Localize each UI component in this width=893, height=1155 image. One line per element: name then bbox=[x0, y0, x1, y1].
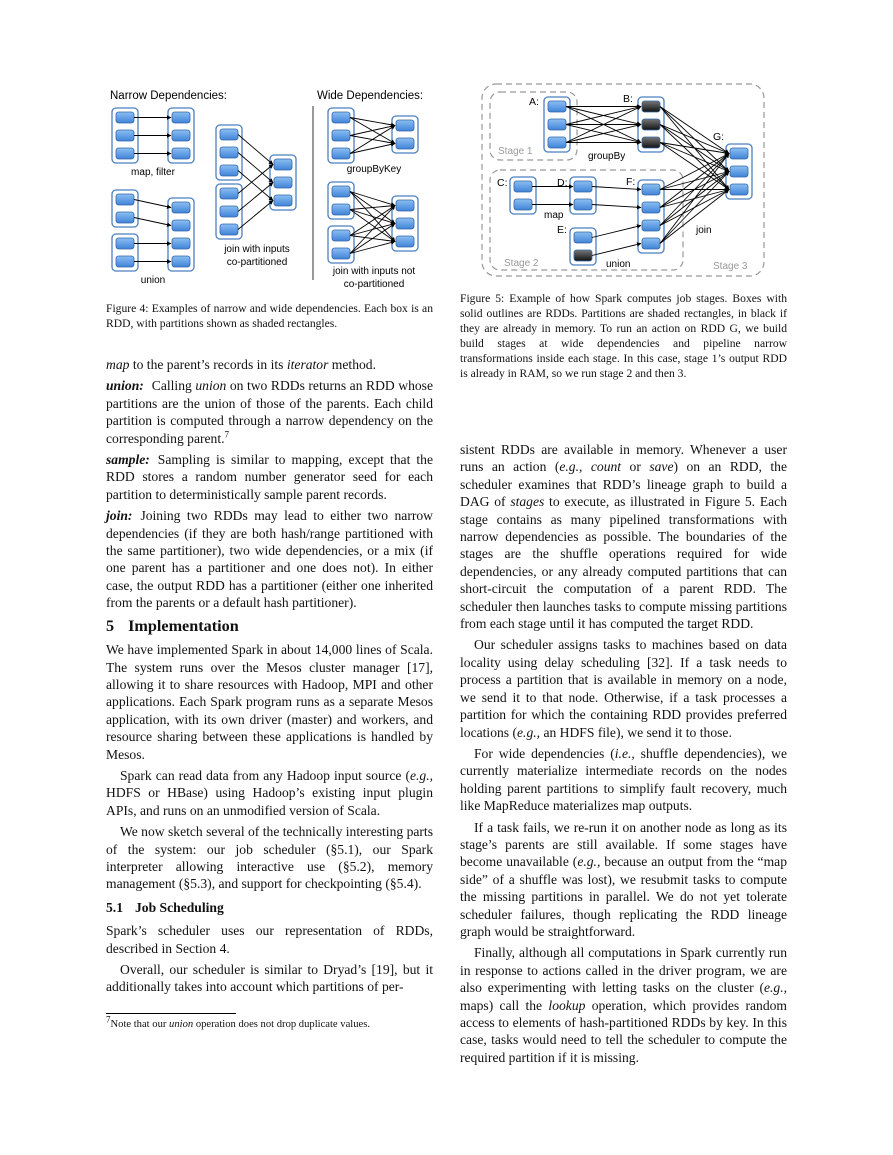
figure4-diagram bbox=[100, 80, 440, 295]
dependency-arrow bbox=[660, 154, 729, 244]
wide-dependencies-title: Wide Dependencies: bbox=[317, 90, 424, 102]
impl-paragraph-2 bbox=[106, 767, 433, 819]
dependency-arrow bbox=[350, 206, 395, 236]
label-join-notcopart-1: join with inputs not bbox=[332, 266, 416, 277]
text: save bbox=[649, 459, 674, 475]
partition bbox=[642, 238, 660, 249]
text: method. bbox=[328, 357, 376, 372]
footnote bbox=[106, 1014, 433, 1031]
dependency-arrow bbox=[238, 165, 273, 194]
partition bbox=[574, 181, 592, 192]
partition bbox=[172, 238, 190, 249]
partition bbox=[642, 202, 660, 213]
text: For wide dependencies ( bbox=[474, 745, 615, 761]
partition bbox=[574, 250, 592, 261]
label-f: F: bbox=[626, 176, 636, 188]
partition bbox=[548, 101, 566, 112]
figure5-caption: Figure 5: Example of how Spark computes job stages. Boxes with solid outlines are RDDs. Partitions are shaded rectangles, in black if they are already in memory. To run an action on RDD G, we build build stages at wide dependencies and pipeline narrow transformations inside each stage. In this case, stage 1’s output RDD is already in RAM, so we run stage 2 and then 3. bbox=[460, 292, 787, 380]
dependency-arrow bbox=[350, 144, 395, 154]
section-number: 5.1 bbox=[106, 899, 123, 915]
partition bbox=[116, 148, 134, 159]
text: i.e., bbox=[614, 745, 635, 761]
dependency-arrow bbox=[350, 224, 395, 254]
partition bbox=[396, 138, 414, 149]
text: on two RDDs returns an RDD whose partitions are the union of those of the parents. Each child partition is computed through a narrow dependency on the corresponding parent. bbox=[106, 378, 433, 446]
dependency-arrow bbox=[350, 242, 395, 254]
sched-paragraph-1: Spark’s scheduler uses our representation of RDDs, described in Section 4. bbox=[106, 923, 433, 956]
text: stages bbox=[510, 494, 545, 510]
dependency-arrow bbox=[350, 210, 395, 224]
text: union bbox=[195, 378, 227, 394]
partition bbox=[548, 137, 566, 148]
partition bbox=[220, 206, 238, 217]
label-e: E: bbox=[557, 224, 567, 236]
dependency-arrow bbox=[238, 135, 273, 165]
partition bbox=[172, 112, 190, 123]
dependency-arrow bbox=[350, 206, 395, 254]
dependency-arrow bbox=[350, 206, 395, 210]
text: because an output from the “map side” of a shuffle was lost), we resubmit tasks to compute the missing partitions in parallel. We do not yet tolerate scheduler failures, though replicating the RDD lineage graph would be straightforward. bbox=[460, 854, 787, 939]
partition bbox=[548, 119, 566, 130]
partition bbox=[332, 130, 350, 141]
partition bbox=[642, 101, 660, 112]
label-union: union bbox=[140, 275, 166, 286]
text: e.g., bbox=[559, 459, 583, 475]
footnote-mark: 7 bbox=[224, 429, 230, 440]
right-paragraph-5 bbox=[460, 944, 787, 1066]
partition bbox=[116, 256, 134, 267]
narrow-dependencies-title: Narrow Dependencies: bbox=[110, 90, 227, 102]
text: e.g., bbox=[517, 724, 541, 740]
text: to the parent’s records in its bbox=[129, 357, 287, 372]
partition bbox=[116, 194, 134, 205]
partition bbox=[172, 202, 190, 213]
text: an HDFS file), we send it to those. bbox=[540, 724, 732, 740]
text: Spark can read data from any Hadoop input source ( bbox=[120, 767, 410, 783]
dependency-arrow bbox=[350, 126, 395, 136]
partition bbox=[332, 148, 350, 159]
impl-paragraph-3: We now sketch several of the technically interesting parts of the system: our job scheduler (§5.1), our Spark interpreter allowing interactive use (§5.2), memory management (§5.3), and support for checkpointing (§5.4). bbox=[106, 824, 433, 892]
label-map: map bbox=[544, 210, 564, 221]
partition bbox=[332, 230, 350, 241]
dependency-arrow bbox=[660, 190, 729, 244]
partition bbox=[172, 130, 190, 141]
text: e.g., bbox=[577, 854, 601, 870]
partition bbox=[116, 112, 134, 123]
label-join: join bbox=[696, 225, 712, 236]
section-5-1-heading bbox=[106, 899, 433, 916]
partition bbox=[274, 177, 292, 188]
partition bbox=[172, 256, 190, 267]
impl-paragraph-1: We have implemented Spark in about 14,000 lines of Scala. The system runs over the Mesos cluster manager [17], allowing it to share resources with Hadoop, MPI and other applications. Each Spark program runs as a separate Mesos application, with its own driver (master) and workers, and resource sharing between these applications is handled by Mesos. bbox=[106, 642, 433, 762]
label-groupby: groupBy bbox=[588, 151, 626, 162]
label-a: A: bbox=[529, 96, 539, 108]
union-term: union: bbox=[106, 378, 144, 394]
partition bbox=[172, 148, 190, 159]
partition bbox=[172, 220, 190, 231]
section-title: Job Scheduling bbox=[135, 899, 224, 915]
label-join-copart-1: join with inputs bbox=[224, 244, 290, 255]
partition bbox=[574, 199, 592, 210]
partition bbox=[116, 212, 134, 223]
dependency-arrow bbox=[592, 226, 641, 238]
partition bbox=[642, 220, 660, 231]
dependency-arrow bbox=[238, 183, 273, 212]
partition bbox=[396, 236, 414, 247]
partition bbox=[396, 120, 414, 131]
partition bbox=[332, 112, 350, 123]
partition bbox=[220, 188, 238, 199]
text: maps) call the bbox=[460, 997, 549, 1013]
text bbox=[582, 459, 590, 474]
partition bbox=[332, 186, 350, 197]
partition bbox=[220, 129, 238, 140]
label-map-filter: map, filter bbox=[131, 167, 175, 178]
partition bbox=[642, 119, 660, 130]
dependency-arrow bbox=[660, 143, 729, 154]
right-paragraph-4 bbox=[460, 819, 787, 941]
sched-paragraph-2: Overall, our scheduler is similar to Dryad’s [19], but it additionally takes into account which partitions of per- bbox=[106, 962, 433, 995]
label-groupbykey: groupByKey bbox=[346, 164, 402, 175]
text: If a task fails, we re-run it on another node as long as its stage’s parents are still available. If some stages have become unavailable ( bbox=[460, 819, 787, 870]
text: Calling bbox=[151, 378, 196, 394]
label-union: union bbox=[606, 259, 631, 270]
text: operation does not drop duplicate values. bbox=[193, 1019, 370, 1030]
dependency-arrow bbox=[660, 172, 729, 244]
join-term: join: bbox=[106, 508, 133, 524]
text: count bbox=[590, 459, 622, 475]
text: Sampling is similar to mapping, except that the RDD stores a random number generator seed for each partition to deterministically sample parent records. bbox=[106, 452, 433, 502]
text: ) on an RDD, the scheduler examines that RDD’s lineage graph to build a DAG of bbox=[460, 459, 787, 510]
partition bbox=[396, 200, 414, 211]
partition bbox=[116, 130, 134, 141]
label-b: B: bbox=[623, 93, 633, 105]
left-column bbox=[106, 356, 433, 1000]
partition bbox=[220, 224, 238, 235]
text: shuffle dependencies), we currently materialize intermediate records on the nodes holding parent partitions to simplify fault recovery, much like MapReduce materializes map outputs. bbox=[460, 745, 787, 814]
union-paragraph bbox=[106, 377, 433, 447]
dependency-arrow bbox=[592, 205, 641, 208]
text: HDFS or HBase) using Hadoop’s existing input plugin APIs, and runs on an unmodified version of Scala. bbox=[106, 785, 433, 818]
partition bbox=[514, 181, 532, 192]
text: operation, which provides random access to elements of hash-partitioned RDDs by key. In this case, tasks would need to tell the scheduler to compute the required partition if it is missing. bbox=[460, 997, 787, 1065]
section-title: Implementation bbox=[128, 616, 239, 635]
partition bbox=[220, 147, 238, 158]
dependency-arrow bbox=[238, 153, 273, 183]
figure5-diagram bbox=[478, 80, 770, 280]
partition bbox=[396, 218, 414, 229]
map-paragraph bbox=[106, 356, 433, 373]
label-g: G: bbox=[713, 131, 725, 143]
label-stage1: Stage 1 bbox=[498, 146, 533, 157]
right-paragraph-3 bbox=[460, 745, 787, 815]
text: e.g., bbox=[763, 980, 787, 996]
label-d: D: bbox=[557, 177, 568, 189]
partition bbox=[514, 199, 532, 210]
label-join-copart-2: co-partitioned bbox=[226, 257, 288, 268]
partition bbox=[730, 166, 748, 177]
right-paragraph-1 bbox=[460, 441, 787, 632]
right-column bbox=[460, 441, 787, 1070]
partition bbox=[274, 195, 292, 206]
text: or bbox=[621, 459, 650, 475]
iterator-term: iterator bbox=[286, 357, 329, 372]
label-c: C: bbox=[497, 177, 508, 189]
partition bbox=[642, 184, 660, 195]
figure4-caption: Figure 4: Examples of narrow and wide dependencies. Each box is an RDD, with partitions shown as shaded rectangles. bbox=[106, 302, 433, 330]
partition bbox=[730, 148, 748, 159]
label-join-notcopart-2: co-partitioned bbox=[343, 279, 405, 290]
dependency-arrow bbox=[134, 200, 171, 208]
dependency-arrow bbox=[134, 218, 171, 226]
footnote-rule bbox=[106, 1013, 236, 1014]
text: sistent RDDs are available in memory. Whenever a user runs an action ( bbox=[460, 442, 787, 475]
section-5-heading bbox=[106, 618, 433, 635]
partition bbox=[116, 238, 134, 249]
label-stage3: Stage 3 bbox=[713, 261, 748, 272]
dependency-arrow bbox=[660, 154, 729, 190]
partition bbox=[730, 184, 748, 195]
dependency-arrow bbox=[592, 244, 641, 256]
partition bbox=[274, 159, 292, 170]
sample-term: sample: bbox=[106, 452, 150, 468]
text: Our scheduler assigns tasks to machines based on data locality using delay scheduling [32]. If a task needs to process a partition that is available in memory on a node, we send it to that node. Otherwise, if a task processes a partition for which the containing RDD provides preferred locations ( bbox=[460, 637, 787, 740]
map-term: map bbox=[106, 357, 130, 372]
text: Finally, although all computations in Spark currently run in response to actions called in the driver program, we are also experimenting with letting tasks on the cluster ( bbox=[460, 945, 787, 996]
text: Note that our bbox=[110, 1019, 170, 1030]
text: lookup bbox=[548, 997, 586, 1013]
text: Joining two RDDs may lead to either two narrow dependencies (if they are both hash/range partitioned with the same partitioner), two wide dependencies, or a mix (if one parent has a partitioner and one does not). In either case, the output RDD has a partitioner (either one inherited from the parents or a default hash partitioner). bbox=[106, 508, 433, 611]
partition bbox=[220, 165, 238, 176]
right-paragraph-2 bbox=[460, 636, 787, 740]
partition bbox=[332, 248, 350, 259]
dependency-arrow bbox=[238, 201, 273, 230]
footnote-mark: 7 bbox=[106, 1014, 111, 1025]
partition bbox=[332, 204, 350, 215]
join-paragraph bbox=[106, 507, 433, 611]
partition bbox=[574, 232, 592, 243]
text: union bbox=[169, 1019, 194, 1030]
text: to execute, as illustrated in Figure 5. Each stage contains as many pipelined transformations with narrow dependencies as possible. The boundaries of the stages are the shuffle operations required for wide dependencies, or any already computed partitions that can short-circuit the computation of a parent RDD. The scheduler then launches tasks to compute missing partitions from each stage until it has computed the target RDD. bbox=[460, 494, 787, 632]
partition bbox=[642, 137, 660, 148]
label-stage2: Stage 2 bbox=[504, 258, 539, 269]
dependency-arrow bbox=[660, 154, 729, 208]
dependency-arrow bbox=[238, 171, 273, 201]
sample-paragraph bbox=[106, 451, 433, 503]
text: e.g., bbox=[409, 767, 433, 783]
section-number: 5 bbox=[106, 616, 115, 635]
